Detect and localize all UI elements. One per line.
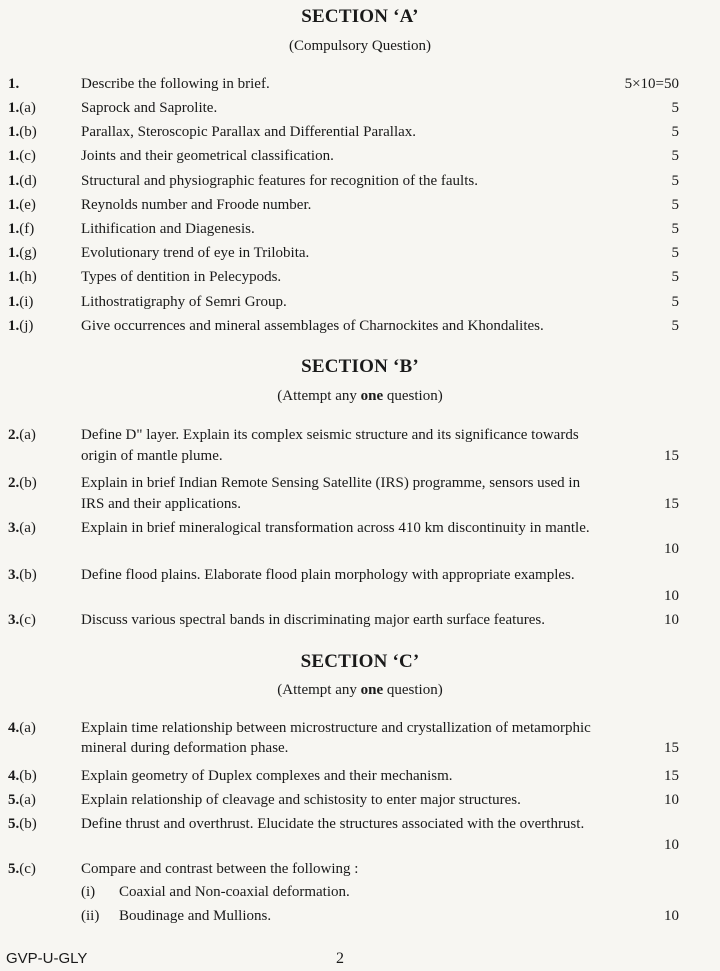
subtitle-bold: one [360,388,384,404]
option-number: (ii) [81,908,100,924]
question-marks: 5 [671,148,679,165]
question-marks: 5 [671,124,679,141]
question-number: 1.(g) [8,245,37,262]
section-c-title: SECTION ‘C’ [300,651,420,672]
question-text: Define thrust and overthrust. Elucidate the structures associated with the overthrust. [81,816,585,832]
section-b-title: SECTION ‘B’ [301,356,419,377]
question-marks: 15 [664,740,679,756]
question-text: Compare and contrast between the following : [81,861,359,877]
question-text: Explain relationship of cleavage and schistosity to enter major structures. [81,792,521,808]
question-number: 1.(d) [8,172,37,189]
question-text: Define D" layer. Explain its complex seismic structure and its significance towards [81,427,579,443]
question-marks: 5 [671,172,679,189]
question-number: 3.(b) [8,567,37,583]
question-number: 5.(b) [8,816,37,832]
question-marks: 10 [664,541,679,557]
question-number: 1.(i) [8,293,34,310]
question-text: Explain in brief Indian Remote Sensing Satellite (IRS) programme, sensors used in [81,475,581,491]
question-marks: 15 [664,496,679,512]
question-number: 1.(c) [8,148,36,165]
section-a-subtitle: (Compulsory Question) [288,38,432,54]
question-marks: 5 [671,317,679,334]
question-marks: 10 [664,792,679,808]
option-text: Coaxial and Non-coaxial deformation. [119,884,350,900]
question-text: Discuss various spectral bands in discriminating major earth surface features. [81,612,546,628]
question-marks: 5 [671,221,679,237]
question-marks: 5 [671,245,679,262]
question-text: Lithification and Diagenesis. [81,221,255,237]
question-number: 1.(f) [8,221,35,237]
question-number: 1.(a) [8,100,36,116]
question-marks: 15 [664,768,679,784]
question-text-cont: IRS and their applications. [81,496,241,512]
subtitle-post: question) [383,682,443,698]
question-number: 2.(b) [8,475,37,491]
question-marks: 5 [671,196,679,213]
question-marks: 15 [664,448,679,464]
question-number: 4.(a) [8,720,36,736]
question-number: 5.(c) [8,861,36,877]
page-number: 2 [336,950,344,967]
question-number: 1. [8,76,20,92]
question-marks: 10 [664,612,679,628]
question-marks: 10 [664,908,679,924]
paper-code: GVP-U-GLY [6,950,88,967]
question-number: 1.(b) [8,124,37,141]
question-text: Explain time relationship between microstructure and crystallization of metamorphic [81,720,591,736]
question-text: Describe the following in brief. [81,76,270,92]
question-text: Explain in brief mineralogical transformation across 410 km discontinuity in mantle. [81,520,590,536]
question-text-cont: origin of mantle plume. [81,448,223,464]
option-number: (i) [81,884,96,900]
question-text: Reynolds number and Froode number. [81,196,312,213]
question-text: Lithostratigraphy of Semri Group. [81,293,287,310]
question-text: Types of dentition in Pelecypods. [81,269,282,286]
option-text: Boudinage and Mullions. [119,908,272,924]
question-number: 1.(e) [8,196,36,213]
question-number: 1.(j) [8,317,34,334]
subtitle-pre: (Attempt any [277,682,361,698]
question-text: Define flood plains. Elaborate flood plain morphology with appropriate examples. [81,567,575,583]
section-a-title: SECTION ‘A’ [301,6,419,27]
question-text: Evolutionary trend of eye in Trilobita. [81,245,310,262]
question-text: Joints and their geometrical classification. [81,148,334,165]
question-number: 3.(c) [8,612,36,628]
section-c-subtitle [0,682,720,699]
subtitle-pre: (Attempt any [277,388,361,404]
question-text: Parallax, Steroscopic Parallax and Differential Parallax. [81,124,417,141]
question-marks: 10 [664,837,679,853]
question-number: 4.(b) [8,768,37,784]
question-text-cont: mineral during deformation phase. [81,740,289,756]
section-b-subtitle [0,388,720,405]
question-number: 5.(a) [8,792,36,808]
question-text: Saprock and Saprolite. [81,100,218,116]
subtitle-bold: one [360,682,384,698]
question-number: 2.(a) [8,427,36,443]
question-marks: 5×10=50 [624,76,679,92]
question-text: Explain geometry of Duplex complexes and their mechanism. [81,768,453,784]
question-number: 3.(a) [8,520,36,536]
question-text: Structural and physiographic features for recognition of the faults. [81,172,478,189]
question-marks: 5 [671,269,679,286]
question-marks: 5 [671,293,679,310]
question-text: Give occurrences and mineral assemblages of Charnockites and Khondalites. [81,317,544,334]
question-marks: 10 [664,588,679,604]
subtitle-post: question) [383,388,443,404]
question-number: 1.(h) [8,269,37,286]
question-marks: 5 [671,100,679,116]
